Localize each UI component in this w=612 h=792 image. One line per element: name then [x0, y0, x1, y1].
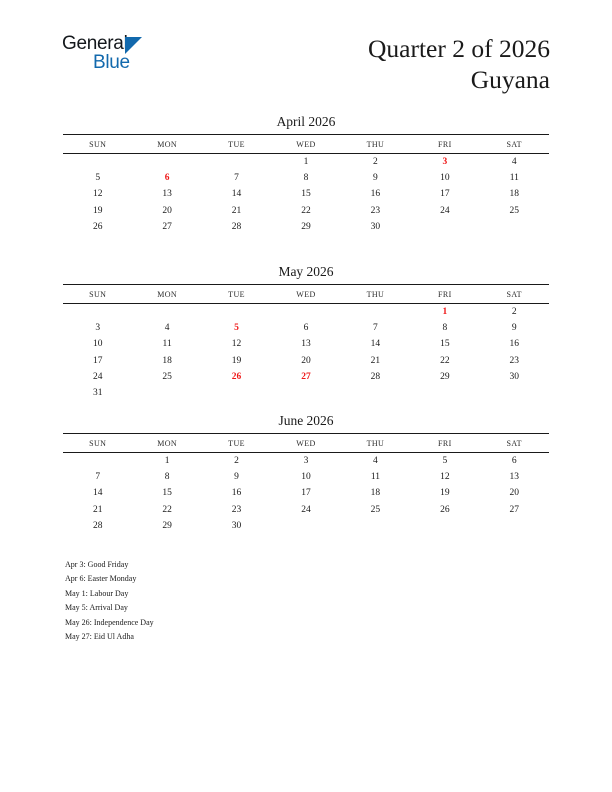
holiday-legend-item: Apr 3: Good Friday — [65, 560, 129, 569]
month-calendar-table — [63, 284, 549, 401]
calendar-day-empty — [271, 304, 340, 321]
calendar-day[interactable]: 3 — [303, 456, 309, 467]
calendar-day[interactable]: 4 — [373, 456, 378, 467]
weekday-header-fri: FRI — [410, 434, 479, 453]
weekday-header-sat: SAT — [480, 285, 549, 304]
calendar-day[interactable]: 21 — [92, 504, 103, 515]
weekday-header-row — [63, 285, 549, 304]
weekday-header-thu: THU — [341, 434, 410, 453]
weekday-header-fri: FRI — [410, 135, 479, 154]
calendar-day[interactable]: 18 — [370, 488, 381, 499]
calendar-day[interactable]: 17 — [301, 488, 311, 499]
calendar-day[interactable]: 18 — [509, 189, 520, 200]
page-title — [368, 33, 550, 95]
calendar-day-empty — [132, 154, 201, 171]
calendar-day-empty — [132, 304, 201, 321]
weekday-header-wed: WED — [271, 285, 340, 304]
weekday-header-thu: THU — [341, 135, 410, 154]
calendar-day[interactable]: 1 — [303, 157, 309, 168]
calendar-day[interactable]: 2 — [234, 456, 239, 467]
calendar-day-empty — [341, 385, 410, 401]
calendar-day-empty — [480, 518, 549, 534]
calendar-day[interactable]: 13 — [509, 472, 520, 483]
calendar-day[interactable]: 21 — [370, 355, 381, 366]
month-title: May 2026 — [278, 264, 334, 279]
holiday-legend-item: May 27: Eid Ul Adha — [65, 632, 134, 642]
weekday-header-sun: SUN — [63, 434, 132, 453]
calendar-day[interactable]: 12 — [231, 339, 242, 350]
calendar-day[interactable]: 10 — [301, 472, 311, 483]
weekday-header-row — [63, 434, 549, 453]
calendar-day[interactable]: 25 — [162, 371, 172, 382]
calendar-day[interactable]: 12 — [92, 189, 103, 200]
calendar-day[interactable]: 28 — [370, 371, 381, 382]
calendar-day[interactable]: 5 — [95, 173, 101, 184]
calendar-week-row — [63, 369, 549, 385]
calendar-day[interactable]: 19 — [231, 355, 242, 366]
calendar-day[interactable]: 15 — [162, 488, 172, 499]
weekday-header-thu: THU — [341, 285, 410, 304]
calendar-day[interactable]: 26 — [92, 221, 103, 232]
weekday-header-tue: TUE — [202, 285, 271, 304]
calendar-week-row — [63, 304, 549, 321]
calendar-day-empty — [63, 453, 132, 470]
calendar-day[interactable]: 9 — [373, 173, 378, 184]
calendar-day[interactable]: 21 — [231, 205, 242, 216]
calendar-day[interactable]: 16 — [231, 488, 242, 499]
calendar-week-row — [63, 154, 549, 171]
calendar-day[interactable]: 26 — [440, 504, 450, 515]
calendar-day[interactable]: 28 — [92, 520, 103, 531]
calendar-day-empty — [63, 154, 132, 171]
calendar-day-empty — [202, 154, 271, 171]
country-title: Guyana — [470, 65, 550, 94]
calendar-day[interactable]: 29 — [440, 371, 450, 382]
calendar-day[interactable]: 31 — [92, 388, 103, 399]
calendar-week-row — [63, 320, 549, 336]
calendar-day[interactable]: 22 — [440, 355, 450, 366]
weekday-header-row — [63, 135, 549, 154]
calendar-day-empty — [480, 219, 549, 235]
month-block — [63, 263, 549, 401]
calendar-day-empty — [271, 385, 340, 401]
calendar-day[interactable]: 13 — [301, 339, 311, 350]
calendar-day[interactable]: 16 — [509, 339, 520, 350]
weekday-header-sat: SAT — [480, 434, 549, 453]
weekday-header-fri: FRI — [410, 285, 479, 304]
calendar-day-empty — [410, 219, 479, 235]
calendar-day[interactable]: 25 — [370, 504, 381, 515]
calendar-week-row — [63, 219, 549, 235]
calendar-day[interactable]: 29 — [301, 221, 311, 232]
calendar-day[interactable]: 11 — [162, 339, 172, 350]
calendar-day[interactable]: 24 — [301, 504, 311, 515]
calendar-day-empty — [341, 304, 410, 321]
weekday-header-mon: MON — [132, 434, 201, 453]
calendar-day-empty — [271, 518, 340, 534]
calendar-day[interactable]: 8 — [164, 472, 170, 483]
month-calendar-table — [63, 433, 549, 534]
calendar-week-row — [63, 385, 549, 401]
calendar-day[interactable]: 2 — [373, 157, 378, 168]
calendar-day[interactable]: 7 — [373, 323, 378, 334]
calendar-day[interactable]: 22 — [162, 504, 172, 515]
calendar-day[interactable]: 24 — [92, 371, 103, 382]
calendar-day[interactable]: 23 — [370, 205, 381, 216]
calendar-day[interactable]: 19 — [440, 488, 450, 499]
calendar-week-row — [63, 186, 549, 202]
calendar-week-row — [63, 502, 549, 518]
calendar-week-row — [63, 170, 549, 186]
calendar-week-row — [63, 353, 549, 369]
holiday-legend-item: May 5: Arrival Day — [65, 603, 128, 613]
holiday-legend-item: May 1: Labour Day — [65, 588, 129, 598]
quarter-title: Quarter 2 of 2026 — [368, 34, 550, 63]
weekday-header-mon: MON — [132, 135, 201, 154]
month-title: April 2026 — [276, 114, 336, 129]
weekday-header-mon: MON — [132, 285, 201, 304]
calendar-day[interactable]: 11 — [370, 472, 380, 483]
calendar-day[interactable]: 25 — [509, 205, 520, 216]
calendar-week-row — [63, 203, 549, 219]
calendar-day[interactable]: 27 — [509, 504, 520, 515]
calendar-day-empty — [410, 518, 479, 534]
calendar-day[interactable]: 19 — [92, 205, 103, 216]
holiday-legend-item: Apr 6: Easter Monday — [65, 574, 137, 584]
page-header — [0, 0, 612, 105]
calendar-day-holiday[interactable]: 3 — [442, 157, 448, 168]
calendar-day-holiday[interactable]: 6 — [164, 173, 170, 184]
holiday-legend-item: May 26: Independence Day — [65, 617, 154, 627]
calendar-day-empty — [410, 385, 479, 401]
general-blue-logo[interactable] — [62, 34, 222, 82]
calendar-day[interactable]: 16 — [370, 189, 381, 200]
calendar-day[interactable]: 28 — [231, 221, 242, 232]
calendar-week-row — [63, 518, 549, 534]
calendar-day[interactable]: 6 — [303, 323, 309, 334]
calendar-day[interactable]: 24 — [440, 205, 450, 216]
calendar-day[interactable]: 14 — [92, 488, 103, 499]
calendar-day[interactable]: 20 — [509, 488, 520, 499]
calendar-day[interactable]: 30 — [509, 371, 520, 382]
month-calendar-table — [63, 134, 549, 235]
calendar-day[interactable]: 17 — [440, 189, 450, 200]
calendar-day-empty — [480, 385, 549, 401]
weekday-header-tue: TUE — [202, 434, 271, 453]
calendar-day[interactable]: 7 — [234, 173, 239, 184]
calendar-day[interactable]: 10 — [92, 339, 103, 350]
calendar-day[interactable]: 15 — [440, 339, 450, 350]
calendar-day[interactable]: 7 — [95, 472, 101, 483]
calendar-day[interactable]: 30 — [370, 221, 381, 232]
calendar-day[interactable]: 2 — [511, 307, 517, 318]
calendar-day[interactable]: 20 — [162, 205, 172, 216]
calendar-day[interactable]: 4 — [164, 323, 170, 334]
calendar-day[interactable]: 4 — [511, 157, 517, 168]
logo-text-general: General — [62, 33, 128, 54]
calendar-day[interactable]: 11 — [509, 173, 519, 184]
calendar-day-empty — [202, 304, 271, 321]
calendar-day[interactable]: 5 — [442, 456, 448, 467]
calendar-day[interactable]: 14 — [370, 339, 381, 350]
weekday-header-sat: SAT — [480, 135, 549, 154]
calendar-day[interactable]: 8 — [303, 173, 309, 184]
calendar-day-holiday[interactable]: 5 — [234, 323, 239, 334]
calendar-day[interactable]: 18 — [162, 355, 172, 366]
calendar-day[interactable]: 3 — [95, 323, 101, 334]
calendar-day-holiday[interactable]: 27 — [301, 371, 311, 382]
calendar-day-empty — [341, 518, 410, 534]
calendar-week-row — [63, 336, 549, 352]
month-block — [63, 412, 549, 534]
calendar-week-row — [63, 469, 549, 485]
month-title: June 2026 — [278, 413, 334, 428]
calendar-day[interactable]: 1 — [164, 456, 170, 467]
month-block — [63, 113, 549, 235]
logo-text-blue: Blue — [93, 52, 130, 73]
weekday-header-sun: SUN — [63, 285, 132, 304]
calendar-week-row — [63, 485, 549, 501]
calendar-day[interactable]: 15 — [301, 189, 311, 200]
calendar-day-holiday[interactable]: 26 — [231, 371, 242, 382]
calendar-day[interactable]: 20 — [301, 355, 311, 366]
calendar-day[interactable]: 30 — [231, 520, 242, 531]
calendar-day[interactable]: 22 — [301, 205, 311, 216]
calendar-day[interactable]: 13 — [162, 189, 172, 200]
calendar-day[interactable]: 14 — [231, 189, 242, 200]
calendar-day[interactable]: 23 — [231, 504, 242, 515]
calendar-day[interactable]: 10 — [440, 173, 450, 184]
weekday-header-tue: TUE — [202, 135, 271, 154]
calendar-day[interactable]: 29 — [162, 520, 172, 531]
weekday-header-wed: WED — [271, 135, 340, 154]
calendar-day[interactable]: 12 — [440, 472, 450, 483]
calendar-day-empty — [63, 304, 132, 321]
holiday-legend — [65, 558, 365, 644]
calendar-day[interactable]: 27 — [162, 221, 172, 232]
calendar-day-empty — [132, 385, 201, 401]
calendar-week-row — [63, 453, 549, 470]
calendar-day[interactable]: 9 — [234, 472, 239, 483]
calendar-day[interactable]: 8 — [442, 323, 448, 334]
weekday-header-sun: SUN — [63, 135, 132, 154]
calendar-day[interactable]: 6 — [511, 456, 517, 467]
calendar-day[interactable]: 9 — [511, 323, 517, 334]
calendar-day-holiday[interactable]: 1 — [442, 307, 448, 318]
calendar-day[interactable]: 23 — [509, 355, 520, 366]
calendar-day[interactable]: 17 — [92, 355, 103, 366]
calendar-day-empty — [202, 385, 271, 401]
weekday-header-wed: WED — [271, 434, 340, 453]
